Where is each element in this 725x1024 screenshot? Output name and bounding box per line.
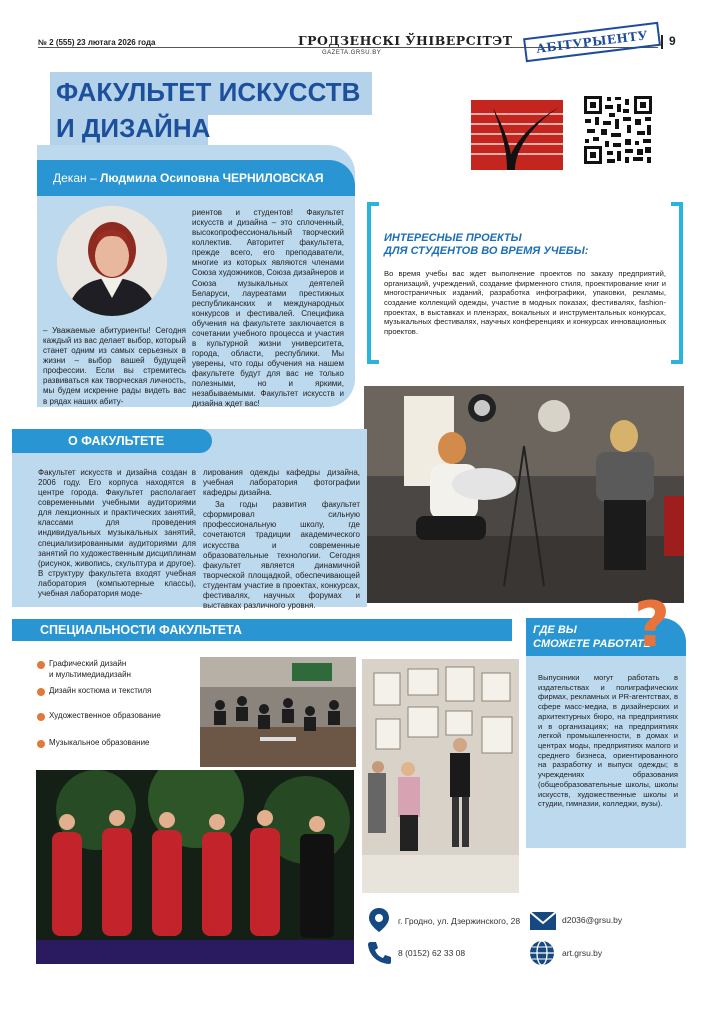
- specialty-label: Музыкальное образование: [49, 738, 150, 747]
- contact-email[interactable]: d2036@grsu.by: [562, 915, 623, 925]
- projects-title-line-2: ДЛЯ СТУДЕНТОВ ВО ВРЕМЯ УЧЕБЫ:: [384, 245, 589, 258]
- orchestra-picture: [200, 657, 356, 767]
- about-text-paragraph: За годы развития факультет сформировал сильную профессиональную школу, где сочетаются традиции академического искусства и современные образовательные технологии. Сегодня факультет является динамичной творческой площадкой, обеспечивающей студентам участие в проектах, конкурсах, фестивалях, научных форумах и выставках различного уровня.: [203, 500, 360, 611]
- about-text-part-2: [203, 468, 360, 611]
- about-text-part-1: Факультет искусств и дизайна создан в 2006 году. Его корпуса находятся в центре города. Факультет располагает современными учебными аудиториями для лекционных и практических занятий, классами для проведения индивидуальных музыкальных занятий, специализированными аудиториями для занятий по художественным дисциплинам (рисунок, живопись, скульптура и другое). В структуру факультета входят учебная лаборатория (компьютерные классы), учебная лаборатория моде-: [38, 468, 196, 598]
- specialty-label: Дизайн костюма и текстиля: [49, 686, 152, 695]
- title-line-2: И ДИЗАЙНА: [56, 113, 211, 143]
- section-stamp: АБІТУРЫЕНТУ: [523, 22, 661, 62]
- page-separator: [661, 35, 663, 49]
- specialty-item: [37, 711, 161, 722]
- faculty-logo: [471, 100, 563, 170]
- specialty-item: [37, 686, 151, 697]
- envelope-icon: [529, 908, 557, 934]
- contact-phone[interactable]: 8 (0152) 62 33 08: [398, 948, 466, 958]
- choir-picture: [36, 770, 354, 964]
- dean-name: Людмила Осиповна ЧЕРНИЛОВСКАЯ: [99, 171, 324, 185]
- projects-title-line-1: ИНТЕРЕСНЫЕ ПРОЕКТЫ: [384, 232, 522, 244]
- contact-website[interactable]: art.grsu.by: [562, 948, 603, 958]
- bracket-right: [671, 202, 683, 364]
- bracket-left: [367, 202, 379, 364]
- logo-graphic: [471, 100, 563, 170]
- location-pin-icon: [366, 907, 392, 933]
- dean-photo: [57, 206, 167, 316]
- dean-text-part-1: – Уважаемые абитуриенты! Сегодня каждый из вас делает выбор, который станет одним из самых серьезных в жизни – выбор вашей будущей профессии. Если вы стремитесь развиваться как творческая личность, мы будем искренне рады видеть вас в рядах наших абиту-: [43, 326, 186, 406]
- projects-title: [384, 232, 588, 259]
- contact-address: г. Гродно, ул. Дзержинского, 28: [398, 916, 521, 926]
- page-title: [56, 74, 360, 146]
- photo-studio-image: [364, 386, 684, 603]
- specialty-item: [37, 659, 131, 681]
- dean-prefix: Декан –: [53, 171, 100, 185]
- orchestra-image: [200, 657, 356, 767]
- specialties-header: СПЕЦИАЛЬНОСТИ ФАКУЛЬТЕТА: [12, 619, 512, 641]
- title-line-1: ФАКУЛЬТЕТ ИСКУССТВ: [56, 77, 361, 107]
- specialty-item: [37, 738, 149, 749]
- newspaper-title: ГРОДЗЕНСКІ ЎНІВЕРСІТЭТ: [298, 33, 513, 48]
- specialty-label: Художественное образование: [49, 711, 161, 720]
- specialty-label: и мультимедиадизайн: [49, 669, 131, 679]
- dean-text-part-2: риентов и студентов! Факультет искусств и дизайна – это сплоченный, высокопрофессиональный творческий коллектив. Авторитет факультета, прежде всего, его преподаватели, многие из которых являются членами Союза художников, Союза дизайнеров и Союза музыкальных деятелей Беларуси, лауреатами престижных республиканских и международных конкурсов и фестивалей. Специфика обучения на факультете заключается в сочетании учебного процесса и участия в культурной жизни университета, города, области, республики. Мы уверены, что годы обучения на нашем факультете будут для вас не только полезными, но и яркими, незабываемыми. Факультет искусств и дизайна ждет вас!: [192, 208, 344, 409]
- page-number: 9: [669, 34, 676, 48]
- question-mark-icon: ?: [634, 588, 670, 661]
- phone-icon: [366, 940, 392, 966]
- about-header: О ФАКУЛЬТЕТЕ: [12, 429, 212, 453]
- exhibition-image: [362, 659, 519, 893]
- dean-portrait-icon: [57, 206, 167, 316]
- newspaper-site: GAZETA.GRSU.BY: [322, 50, 382, 56]
- photo-studio-picture: [364, 386, 684, 603]
- projects-text: Во время учебы вас ждет выполнение проектов по заказу предприятий, организаций, учреждений, создание фирменного стиля, проектирование книг и многостраничных изданий, разработка инфографики, упаковки, рекламы, создание коллекций одежды, участие в модных показах, фестивалях, fashion-проектах, в выставках и пленэрах, вокальных и инструментальных конкурсах, музыкальных фестивалях, научных конференциях и конкурсах инновационных проектов.: [384, 269, 666, 336]
- choir-performance-image: [36, 770, 354, 964]
- issue-info: № 2 (555) 23 лютага 2026 года: [38, 38, 156, 47]
- about-text-paragraph: лирования одежды кафедры дизайна, учебная лаборатория фотографии кафедры дизайна.: [203, 468, 360, 498]
- qr-code-icon: [583, 95, 653, 165]
- qr-code[interactable]: [583, 95, 653, 165]
- work-text: Выпускники могут работать в издательствах и полиграфических фирмах, рекламных и PR-агентствах, в сфере масс-медиа, в дизайнерских и архитектурных бюро, на предприятиях и в организациях; на предприятиях легкой промышленности, в домах и центрах моды, предприятиях малого и среднего бизнеса, ориентированного на разработку и выпуск одежды; в учреждениях образования (общеобразовательные школы, школы искусств, художественные школы и студии, гимназии, колледжи, вузы).: [538, 673, 678, 809]
- globe-icon: [529, 940, 555, 966]
- exhibition-picture: [362, 659, 519, 893]
- dean-header: [37, 160, 355, 196]
- work-title-line-1: ГДЕ ВЫ: [533, 624, 577, 636]
- work-title-line-2: СМОЖЕТЕ РАБОТАТЬ: [533, 638, 652, 651]
- specialty-label: Графический дизайн: [49, 659, 127, 668]
